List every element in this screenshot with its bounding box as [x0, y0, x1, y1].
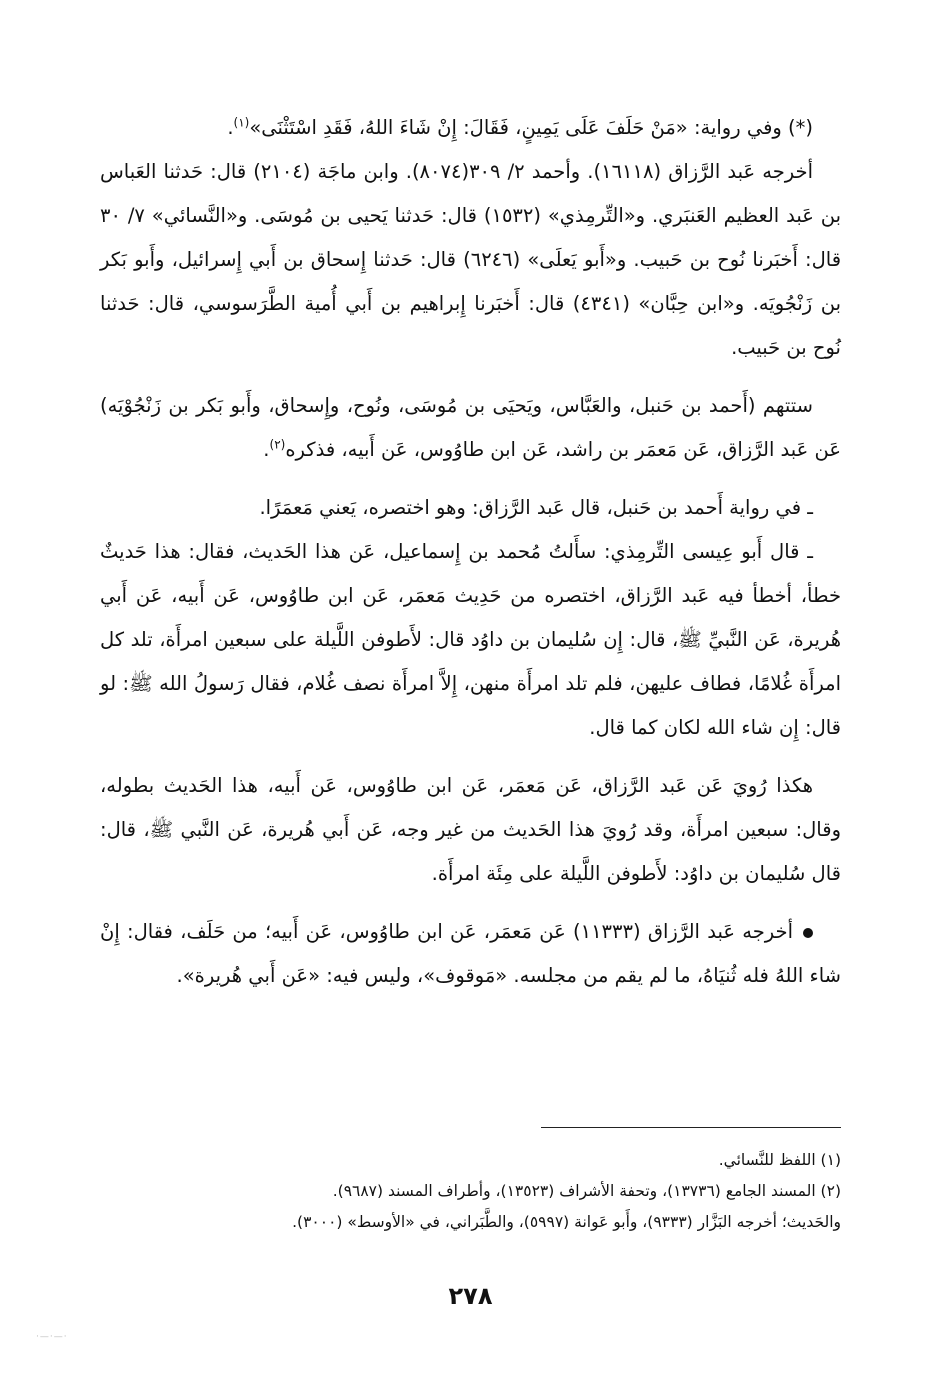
paragraph-mawquf: أخرجه عَبد الرَّزاق (١١٣٣٣) عَن مَعمَر، عَن ابن طاوُوس، عَن أَبيه؛ من حَلَف، فقال: إِنْ شاء اللهُ فله ثُنيَاهُ، ما لم يقم من مجلسه. «مَوقوف»، وليس فيه: «عَن أَبي هُريرة».	[100, 920, 841, 987]
footnote-divider	[541, 1127, 841, 1128]
paragraph-narration-variant: (*) وفي رواية: «مَنْ حَلَفَ عَلَى يَمِينٍ، فَقَالَ: إِنْ شَاءَ اللهُ، فَقَدِ اسْتَثْنَى»$^{(١)}$.	[227, 115, 813, 139]
footnote-1: (١) اللفظ للنَّسائي.	[718, 1151, 841, 1169]
paragraph-ahmad-note: ـ في رواية أَحمد بن حَنبل، قال عَبد الرَّزاق: وهو اختصره، يَعني مَعمَرًا.	[259, 496, 813, 519]
footnote-2-continued: والحَديث؛ أخرجه البَزَّار (٩٣٣٣)، وأَبو عَوانة (٥٩٩٧)، والطَّبَراني، في «الأوسط» (٣٠٠٠).	[292, 1213, 841, 1231]
footnote-ref-2[interactable]: (٢)	[269, 437, 286, 452]
paragraph-tirmidhi-note: ـ قال أَبو عِيسى التِّرمِذي: سأَلتُ مُحمد بن إِسماعيل، عَن هذا الحَديث، فقال: هذا حَديثٌ خطأ، أخطأ فيه عَبد الرَّزاق، اختصره من حَدِيث مَعمَر، عَن ابن طاوُوس، عَن أَبيه، عَن أَبي هُريرة، عَن النَّبيِّ ﷺ، قال: إِن سُليمان بن داوُد قال: لأَطوفن اللَّيلة على سبعين امرأَة، تلد كل امرأَة غُلامًا، فطاف عليهن، فلم تلد امرأَة منهن، إِلاَّ امرأَة نصف غُلام، فقال رَسولُ الله ﷺ: لو قال: إِن شاء الله لكان كما قال.	[100, 540, 841, 739]
corner-mark: ·—·—·	[36, 1332, 68, 1342]
main-text	[100, 106, 841, 998]
footnote-2: (٢) المسند الجامع (١٣٧٣٦)، وتحفة الأشراف (١٣٥٢٣)، وأطراف المسند (٩٦٨٧).	[332, 1182, 841, 1200]
footnotes	[100, 1145, 841, 1238]
paragraph-chain-summary: ستتهم (أَحمد بن حَنبل، والعَبَّاس، ويَحيَى بن مُوسَى، ونُوح، وإِسحاق، وأَبو بَكر بن زَنْجُوْيَه) عَن عَبد الرَّزاق، عَن مَعمَر بن راشد، عَن ابن طاوُوس، عَن أَبيه، فذكره$^{(٢)}$.	[100, 394, 841, 461]
footnote-ref-1[interactable]: (١)	[233, 115, 250, 130]
page-number: ٢٧٨	[448, 1282, 493, 1310]
bullet-icon	[803, 928, 813, 938]
paragraph-takhrij: أخرجه عَبد الرَّزاق (١٦١١٨). وأحمد ٢/ ٣٠٩(٨٠٧٤). وابن ماجَة (٢١٠٤) قال: حَدثنا العَباس بن عَبد العظيم العَنبَري. و«التِّرمِذي» (١٥٣٢) قال: حَدثنا يَحيى بن مُوسَى. و«النَّسائي» ٧/ ٣٠ قال: أَخبَرنا نُوح بن حَبيب. و«أَبو يَعلَى» (٦٢٤٦) قال: حَدثنا إِسحاق بن أَبي إِسرائيل، وأَبو بَكر بن زَنْجُويَه. و«ابن حِبَّان» (٤٣٤١) قال: أَخبَرنا إِبراهيم بن أَبي أُمية الطَّرَسوسي، قال: حَدثنا نُوح بن حَبيب.	[100, 160, 842, 359]
paragraph-narration-note: هكذا رُويَ عَن عَبد الرَّزاق، عَن مَعمَر، عَن ابن طاوُوس، عَن أَبيه، هذا الحَديث بطوله، وقال: سبعين امرأَة، وقد رُويَ هذا الحَديث من غير وجه، عَن أَبي هُريرة، عَن النَّبي ﷺ، قال: قال سُليمان بن داوُد: لأَطوفن اللَّيلة على مِئَة امرأَة.	[100, 774, 841, 885]
